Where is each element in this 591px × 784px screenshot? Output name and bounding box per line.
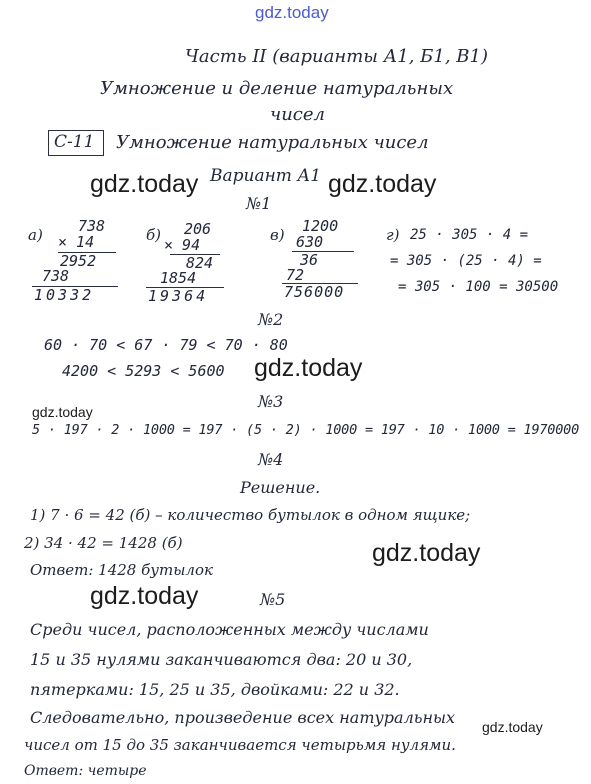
task1b-partial-2: 1854: [160, 269, 197, 287]
task1a-result: 10332: [34, 286, 95, 304]
watermark-right: gdz.today: [328, 170, 437, 198]
watermark-top: gdz.today: [255, 3, 329, 22]
task1a-partial-1: 2952: [60, 252, 97, 270]
task4-number: №4: [258, 450, 284, 469]
section-title: Умножение натуральных чисел: [116, 132, 429, 153]
topic-line-2: чисел: [270, 104, 325, 125]
task5-line-3: пятерками: 15, 25 и 35, двойками: 22 и 32.: [30, 680, 400, 699]
task1c-mult: 630: [296, 233, 324, 251]
task1b-partial-1: 824: [186, 254, 214, 272]
task5-line-5: чисел от 15 до 35 заканчивается четырьмя нулями.: [24, 736, 456, 754]
task2-line-2: 4200 < 5293 < 5600: [62, 362, 225, 380]
watermark-mid-left: gdz.today: [90, 582, 199, 610]
task1-number: №1: [246, 194, 272, 213]
task1a-label: а): [28, 226, 43, 244]
watermark-mid-right: gdz.today: [372, 539, 481, 567]
task5-line-4: Следовательно, произведение всех натуральных: [30, 708, 456, 727]
task2-line-1: 60 · 70 < 67 · 79 < 70 · 80: [44, 336, 288, 354]
watermark-center: gdz.today: [254, 354, 363, 382]
task5-answer: Ответ: четыре: [24, 763, 147, 779]
task3-line-1: 5 · 197 · 2 · 1000 = 197 · (5 · 2) · 1000 = 197 · 10 · 1000 = 1970000: [32, 422, 580, 438]
task1c-label: в): [270, 226, 285, 244]
task4-step-2: 2) 34 · 42 = 1428 (б): [24, 534, 183, 552]
task1a-partial-2: 738: [42, 267, 70, 285]
section-label: С-11: [54, 132, 95, 152]
task1a-top: 738: [78, 217, 106, 235]
task4-answer: Ответ: 1428 бутылок: [30, 561, 213, 579]
task1a-mult: × 14: [58, 233, 95, 251]
task4-solution-label: Решение.: [240, 478, 321, 497]
task1b-label: б): [146, 226, 162, 244]
topic-line-1: Умножение и деление натуральных: [100, 78, 454, 99]
variant-heading: Вариант А1: [210, 166, 322, 186]
watermark-small-left: gdz.today: [32, 404, 93, 420]
part-heading: Часть II (варианты А1, Б1, В1): [185, 46, 488, 67]
task1d-line-3: = 305 · 100 = 30500: [398, 279, 559, 295]
task1c-partial-2: 72: [286, 266, 305, 284]
task3-number: №3: [258, 392, 284, 411]
task4-step-1: 1) 7 · 6 = 42 (б) – количество бутылок в одном ящике;: [30, 506, 471, 524]
task1c-partial-1: 36: [300, 251, 319, 269]
task5-line-1: Среди чисел, расположенных между числами: [30, 620, 429, 639]
task1d-label: г): [386, 226, 400, 244]
task5-number: №5: [260, 590, 286, 609]
task1c-result: 756000: [284, 283, 345, 301]
task1d-line-1: 25 · 305 · 4 =: [410, 227, 529, 243]
task1b-result: 19364: [148, 287, 209, 305]
watermark-small-right: gdz.today: [482, 719, 543, 735]
task1c-top: 1200: [302, 217, 339, 235]
watermark-left: gdz.today: [90, 170, 199, 198]
task5-line-2: 15 и 35 нулями заканчиваются два: 20 и 30,: [30, 650, 413, 669]
task1d-line-2: = 305 · (25 · 4) =: [390, 253, 542, 269]
task2-number: №2: [258, 310, 284, 329]
task1b-top: 206: [184, 220, 212, 238]
task1b-mult: × 94: [164, 236, 201, 254]
